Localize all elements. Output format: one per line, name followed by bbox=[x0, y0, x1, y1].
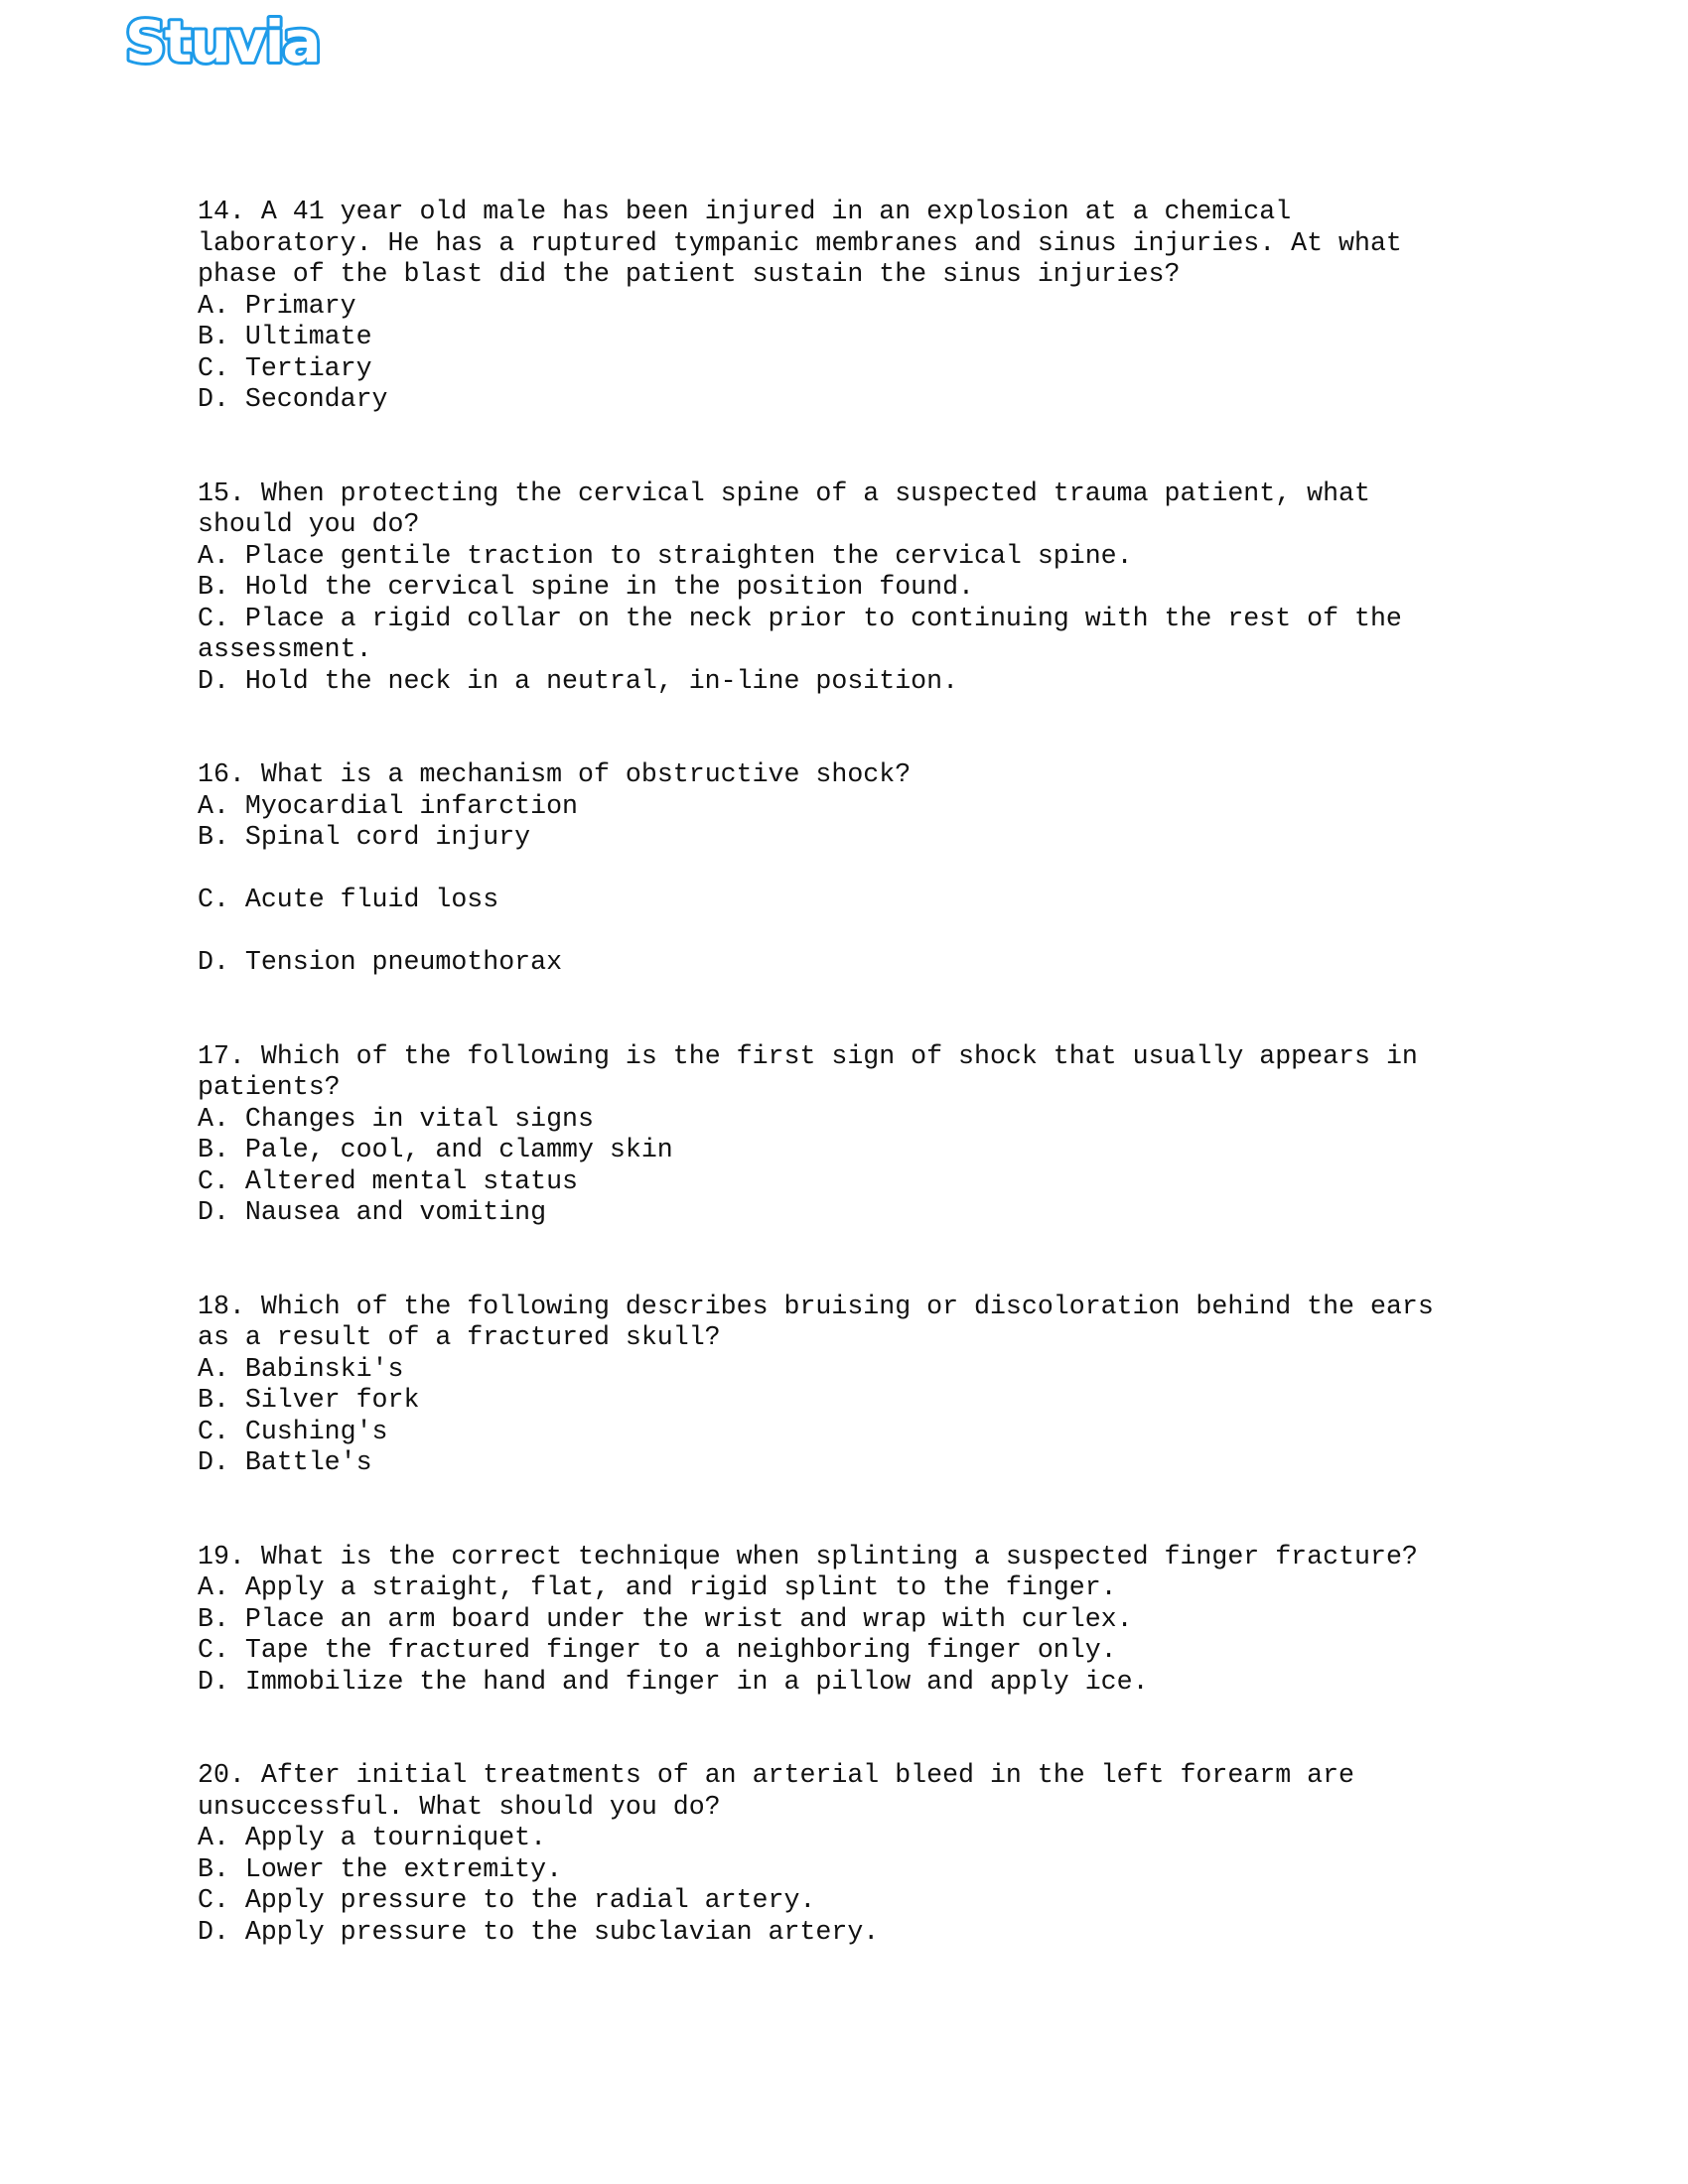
question-text bbox=[198, 197, 1548, 291]
answer-option: D. Immobilize the hand and finger in a pillow and apply ice. bbox=[198, 1666, 1149, 1697]
answer-option: B. Silver fork bbox=[198, 1385, 420, 1415]
answer-option: D. Tension pneumothorax bbox=[198, 947, 563, 977]
answer-option: D. Hold the neck in a neutral, in-line position. bbox=[198, 665, 959, 696]
answer-option: A. Changes in vital signs bbox=[198, 1103, 594, 1134]
question-block bbox=[198, 197, 1548, 416]
question-text bbox=[198, 1292, 1548, 1354]
question-number: 14. bbox=[198, 197, 245, 226]
question-block bbox=[198, 1292, 1548, 1479]
question-number: 15. bbox=[198, 478, 245, 508]
question-list bbox=[198, 197, 1548, 2010]
question-block bbox=[198, 478, 1548, 698]
question-number: 19. bbox=[198, 1541, 245, 1571]
logo-wordmark: Stuvia bbox=[125, 8, 320, 75]
question-block bbox=[198, 1041, 1548, 1229]
answer-option: D. Nausea and vomiting bbox=[198, 1197, 547, 1227]
answer-option: A. Myocardial infarction bbox=[198, 790, 579, 821]
answer-option: B. Ultimate bbox=[198, 322, 372, 351]
answer-option: A. Place gentile traction to straighten the cervical spine. bbox=[198, 540, 1133, 571]
answer-option: B. Lower the extremity. bbox=[198, 1853, 563, 1884]
answer-option: A. Primary bbox=[198, 290, 356, 321]
question-number: 20. bbox=[198, 1760, 245, 1790]
question-number: 17. bbox=[198, 1040, 245, 1071]
question-block bbox=[198, 759, 1548, 979]
answer-option: C. Place a rigid collar on the neck prior to continuing with the rest of the assessment. bbox=[198, 603, 1402, 664]
stuvia-logo bbox=[117, 4, 326, 75]
answer-option: A. Apply a tourniquet. bbox=[198, 1823, 547, 1852]
question-body: A 41 year old male has been injured in an explosion at a chemical laboratory. He has a ruptured tympanic membranes and sinus injuries. At what phase of the blast did the patient sustain the sinus injuries? bbox=[198, 197, 1402, 289]
answer-option: C. Cushing's bbox=[198, 1416, 388, 1446]
question-block bbox=[198, 1542, 1548, 1699]
question-number: 16. bbox=[198, 759, 245, 789]
answer-option: C. Altered mental status bbox=[198, 1165, 579, 1196]
question-body: After initial treatments of an arterial bleed in the left forearm are unsuccessful. What should you do? bbox=[198, 1760, 1355, 1822]
question-text bbox=[198, 1760, 1548, 1823]
answer-option: B. Hold the cervical spine in the position found. bbox=[198, 572, 974, 602]
answer-option: B. Place an arm board under the wrist and wrap with curlex. bbox=[198, 1603, 1133, 1634]
question-body: When protecting the cervical spine of a suspected trauma patient, what should you do? bbox=[198, 478, 1370, 539]
answer-option: B. Pale, cool, and clammy skin bbox=[198, 1135, 673, 1164]
question-number: 18. bbox=[198, 1291, 245, 1321]
stuvia-logo-graphic bbox=[117, 4, 326, 75]
answer-option: C. Tape the fractured finger to a neighboring finger only. bbox=[198, 1635, 1117, 1665]
question-text bbox=[198, 759, 1548, 791]
answer-option: C. Apply pressure to the radial artery. bbox=[198, 1885, 816, 1915]
question-text bbox=[198, 478, 1548, 541]
question-text bbox=[198, 1041, 1548, 1104]
answer-option: A. Apply a straight, flat, and rigid splint to the finger. bbox=[198, 1572, 1117, 1602]
answer-option: D. Apply pressure to the subclavian artery. bbox=[198, 1916, 880, 1947]
question-text bbox=[198, 1542, 1548, 1573]
answer-option: D. Battle's bbox=[198, 1447, 372, 1477]
question-body: Which of the following is the first sign of shock that usually appears in patients? bbox=[198, 1040, 1418, 1102]
answer-option: D. Secondary bbox=[198, 384, 388, 414]
answer-option: C. Acute fluid loss bbox=[198, 885, 499, 914]
answer-option: A. Babinski's bbox=[198, 1353, 404, 1384]
question-body: What is a mechanism of obstructive shock? bbox=[260, 759, 912, 789]
question-body: Which of the following describes bruising or discoloration behind the ears as a result of a fractured skull? bbox=[198, 1291, 1434, 1352]
answer-option: B. Spinal cord injury bbox=[198, 822, 531, 852]
answer-option: C. Tertiary bbox=[198, 352, 372, 383]
question-body: What is the correct technique when splinting a suspected finger fracture? bbox=[260, 1541, 1418, 1571]
question-block bbox=[198, 1760, 1548, 1948]
